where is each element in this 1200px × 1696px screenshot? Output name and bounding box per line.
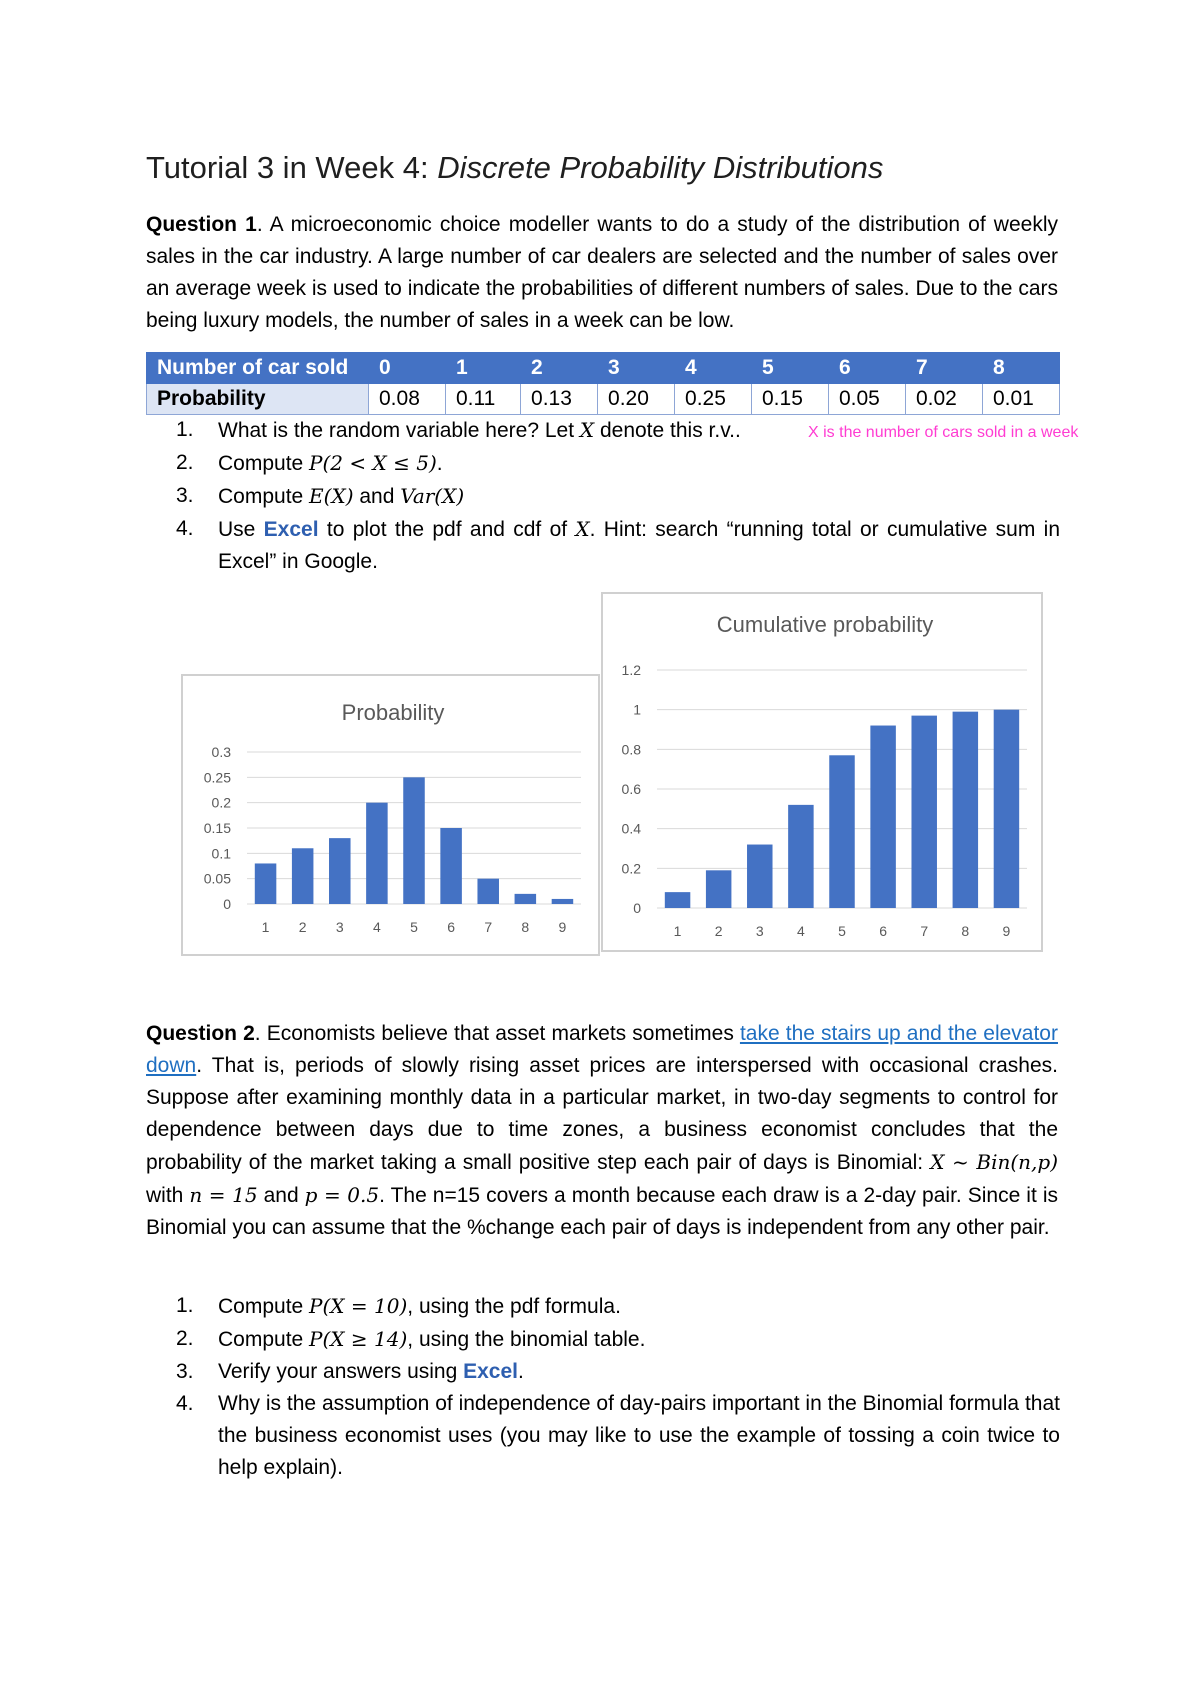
bar [255, 863, 277, 904]
list-text: Compute [218, 1328, 310, 1351]
handwritten-annotation: X is the number of cars sold in a week [808, 424, 1079, 441]
title-main: Tutorial 3 in Week 4: [146, 150, 438, 185]
table-row [147, 384, 1060, 415]
bar [788, 805, 813, 908]
list-text: denote this r.v.. [594, 419, 741, 442]
bar [403, 777, 425, 904]
math-expression: E(X) [309, 484, 354, 508]
math-expression: p = 0.5 [304, 1183, 380, 1207]
y-tick-label: 0.25 [203, 769, 231, 786]
math-expression: X ~ Bin(n,p) [930, 1150, 1059, 1174]
math-expression: X [575, 517, 590, 541]
table-header-cell: 4 [675, 353, 752, 384]
excel-keyword: Excel [263, 518, 319, 541]
x-tick-label: 6 [879, 923, 888, 939]
bar [440, 828, 462, 904]
y-tick-label: 0.05 [203, 870, 231, 887]
table-cell: 0.11 [445, 384, 520, 415]
math-expression: P(X ≥ 14) [309, 1327, 408, 1351]
table-header-cell: Number of car sold [147, 353, 369, 384]
table-header-cell: 1 [445, 353, 520, 384]
probability-chart [181, 674, 600, 956]
list-item [176, 447, 1060, 480]
table-header-cell: 0 [369, 353, 446, 384]
table-cell: 0.05 [828, 384, 905, 415]
list-number: 3. [176, 1360, 194, 1383]
list-text: Use [218, 518, 264, 541]
math-expression: X [579, 418, 595, 442]
question-2-label: Question 2 [146, 1022, 255, 1045]
y-tick-label: 0.2 [211, 794, 231, 811]
bar [552, 899, 574, 904]
table-header-cell: 2 [521, 353, 598, 384]
list-item [176, 480, 1060, 513]
y-tick-label: 1.2 [621, 662, 641, 678]
list-number: 3. [176, 484, 194, 507]
list-text: Compute [218, 485, 310, 508]
table-header-cell: 8 [982, 353, 1059, 384]
table-cell: 0.15 [752, 384, 829, 415]
chart-title: Cumulative probability [716, 612, 934, 637]
table-header-cell: 5 [752, 353, 829, 384]
math-expression: P(2 < X ≤ 5) [309, 451, 437, 475]
y-tick-label: 0.6 [621, 781, 641, 797]
question-2-text: . Economists believe that asset markets sometimes [254, 1022, 740, 1045]
question-1-label: Question 1 [146, 213, 257, 236]
bar [329, 838, 351, 904]
list-text: Verify your answers using [218, 1360, 464, 1383]
bar [994, 710, 1019, 908]
x-tick-label: 5 [410, 919, 418, 935]
math-expression: n = 15 [189, 1183, 258, 1207]
table-header-cell: 6 [828, 353, 905, 384]
bar [911, 716, 936, 908]
x-tick-label: 9 [1002, 923, 1011, 939]
list-text: . Hint: search “running total or cumulative sum in Excel” in Google. [218, 518, 1061, 573]
x-tick-label: 2 [714, 923, 723, 939]
x-tick-label: 1 [261, 919, 270, 935]
excel-keyword: Excel [463, 1360, 518, 1383]
question-2-list [176, 1290, 1060, 1484]
question-2-text: . That is, periods of slowly rising asset prices are interspersed with occasional crashes. Suppose after examining monthly data in a particular market, in two-day segments to control for dependence between days due to time zones, a business economist concludes that the probability of the market taking a small positive step each pair of days is Binomial: [146, 1054, 1058, 1174]
bar [477, 879, 499, 904]
x-tick-label: 4 [796, 923, 805, 939]
list-item [176, 1290, 1060, 1323]
math-expression: P(X = 10) [309, 1294, 408, 1318]
y-tick-label: 0 [223, 896, 231, 912]
list-text: What is the random variable here? Let [218, 419, 580, 442]
table-cell: 0.20 [598, 384, 675, 415]
list-item [176, 513, 1060, 578]
list-item [176, 1356, 1060, 1388]
x-tick-label: 9 [558, 919, 567, 935]
list-number: 1. [176, 1294, 194, 1317]
page-title [146, 150, 883, 186]
stairs-elevator-link[interactable]: take the stairs up and the elevator down [146, 1022, 1058, 1077]
chart-title: Probability [341, 700, 445, 725]
cumulative-probability-chart [601, 592, 1043, 952]
probability-table [146, 352, 1060, 415]
y-tick-label: 0.3 [211, 744, 231, 760]
x-tick-label: 8 [521, 919, 530, 935]
table-cell: Probability [147, 384, 369, 415]
table-cell: 0.25 [675, 384, 752, 415]
y-tick-label: 0.4 [621, 820, 641, 837]
question-2-text: . The n=15 covers a month because each draw is a 2-day pair. Since it is Binomial you can assume that the %change each pair of days is independent from any other pair. [146, 1184, 1058, 1239]
table-cell: 0.13 [521, 384, 598, 415]
y-tick-label: 0.8 [621, 741, 641, 758]
list-item [176, 1388, 1060, 1484]
question-1-text: . A microeconomic choice modeller wants to do a study of the distribution of weekly sales in the car industry. A large number of car dealers are selected and the number of sales over an average week is used to indicate the probabilities of different numbers of sales. Due to the cars being luxury models, the number of sales in a week can be low. [146, 213, 1058, 332]
y-tick-label: 0.2 [621, 860, 641, 877]
list-text: Compute [218, 1295, 310, 1318]
x-tick-label: 8 [961, 923, 970, 939]
table-header-row [147, 353, 1060, 384]
question-2-text: with [146, 1184, 190, 1207]
list-text: . [436, 452, 443, 475]
x-tick-label: 3 [755, 923, 764, 939]
x-tick-label: 3 [335, 919, 344, 935]
list-number: 4. [176, 1392, 194, 1415]
bar [870, 726, 895, 908]
x-tick-label: 7 [484, 919, 493, 935]
list-text: to plot the pdf and cdf of [318, 518, 576, 541]
x-tick-label: 4 [372, 919, 381, 935]
x-tick-label: 6 [447, 919, 456, 935]
y-tick-label: 0.15 [203, 820, 231, 836]
question-2-text: and [257, 1184, 305, 1207]
list-text: Why is the assumption of independence of day-pairs important in the Binomial formula that the business economist uses (you may like to use the example of tossing a coin twice to help explain). [218, 1392, 1060, 1479]
bar [292, 848, 314, 904]
y-tick-label: 1 [633, 701, 641, 718]
probability-chart-svg [183, 676, 602, 958]
x-tick-label: 5 [838, 923, 846, 939]
bar [953, 712, 978, 908]
x-tick-label: 1 [673, 923, 682, 939]
y-tick-label: 0.1 [211, 845, 231, 862]
bar [515, 894, 537, 904]
cumulative-chart-svg [603, 594, 1045, 954]
question-2-paragraph [146, 1018, 1058, 1244]
bar [829, 755, 854, 908]
list-number: 1. [176, 418, 194, 441]
bar [665, 892, 690, 908]
list-text: , using the binomial table. [407, 1328, 646, 1351]
list-text: and [353, 485, 401, 508]
list-text: , using the pdf formula. [407, 1295, 621, 1318]
table-header-cell: 7 [905, 353, 982, 384]
math-expression: Var(X) [400, 484, 465, 508]
x-tick-label: 2 [298, 919, 307, 935]
bar [366, 803, 388, 904]
list-item [176, 1323, 1060, 1356]
table-cell: 0.02 [905, 384, 982, 415]
list-text: Compute [218, 452, 310, 475]
list-text: . [518, 1360, 524, 1383]
list-number: 2. [176, 1327, 194, 1350]
bar [747, 845, 772, 908]
table-cell: 0.08 [369, 384, 446, 415]
x-tick-label: 7 [920, 923, 929, 939]
list-number: 4. [176, 517, 194, 540]
table-header-cell: 3 [598, 353, 675, 384]
title-italic: Discrete Probability Distributions [437, 150, 884, 185]
table-cell: 0.01 [982, 384, 1059, 415]
question-1-paragraph [146, 209, 1058, 337]
y-tick-label: 0 [633, 900, 641, 916]
bar [706, 870, 731, 908]
list-number: 2. [176, 451, 194, 474]
